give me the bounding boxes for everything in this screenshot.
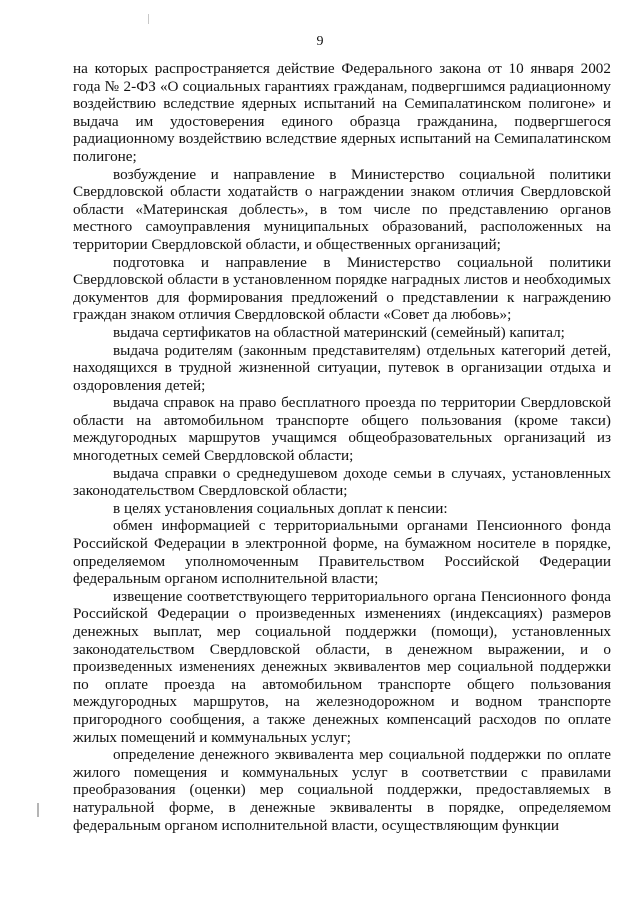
paragraph: подготовка и направление в Министерство социальной политики Свердловской области в установленном порядке наградных листов и необходимых документов для формирования предложений о представлении к награждению граждан знаком отличия Свердловской области «Совет да любовь»; [73, 253, 611, 324]
document-body [73, 60, 611, 834]
paragraph: выдача справки о среднедушевом доходе семьи в случаях, установленных законодательством Свердловской области; [73, 464, 611, 500]
paragraph: обмен информацией с территориальными органами Пенсионного фонда Российской Федерации в электронной форме, на бумажном носителе в порядке, определяемом уполномоченным Правительством Российской Федерации федеральным органом исполнительной власти; [73, 517, 611, 588]
paragraph: в целях установления социальных доплат к пенсии: [113, 499, 448, 517]
paragraph: извещение соответствующего территориального органа Пенсионного фонда Российской Федерации о произведенных изменениях (индексациях) размеров денежных выплат, мер социальной поддержки (помощи), установленных законодательством Свердловской области, в денежном выражении, и о произведенных изменениях денежных эквивалентов мер социальной поддержки по оплате проезда на автомобильном транспорте общего пользования междугородных маршрутов, на железнодорожном и водном транспорте пригородного сообщения, а также денежных компенсаций расходов по оплате жилых помещений и коммунальных услуг; [73, 587, 611, 746]
paragraph: выдача сертификатов на областной материнский (семейный) капитал; [113, 323, 565, 341]
paragraph: выдача справок на право бесплатного проезда по территории Свердловской области на автомобильном транспорте общего пользования (кроме такси) междугородных маршрутов учащимся общеобразовательных организаций из многодетных семей Свердловской области; [73, 394, 611, 465]
scan-artifact [37, 803, 39, 817]
paragraph: возбуждение и направление в Министерство социальной политики Свердловской области ходатайств о награждении знаком отличия Свердловской области «Материнская доблесть», в том числе по представлению органов местного самоуправления муниципальных образований, расположенных на территории Свердловской области, и общественных организаций; [73, 165, 611, 253]
paragraph-continuation: на которых распространяется действие Федерального закона от 10 января 2002 года № 2-ФЗ «О социальных гарантиях гражданам, подвергшимся радиационному воздействию вследствие ядерных испытаний на Семипалатинском полигоне» и выдача им удостоверения единого образца гражданина, подвергшегося радиационному воздействию вследствие ядерных испытаний на Семипалатинском полигоне; [73, 60, 611, 165]
scan-artifact [148, 14, 149, 24]
paragraph: определение денежного эквивалента мер социальной поддержки по оплате жилого помещения и коммунальных услуг в соответствии с правилами преобразования (оценки) мер социальной поддержки, предоставляемых в натуральной форме, в денежные эквиваленты в порядке, определяемом федеральным органом исполнительной власти, осуществляющим функции [73, 746, 611, 834]
page-number: 9 [316, 34, 324, 49]
paragraph: выдача родителям (законным представителям) отдельных категорий детей, находящихся в трудной жизненной ситуации, путевок в организации отдыха и оздоровления детей; [73, 341, 611, 394]
